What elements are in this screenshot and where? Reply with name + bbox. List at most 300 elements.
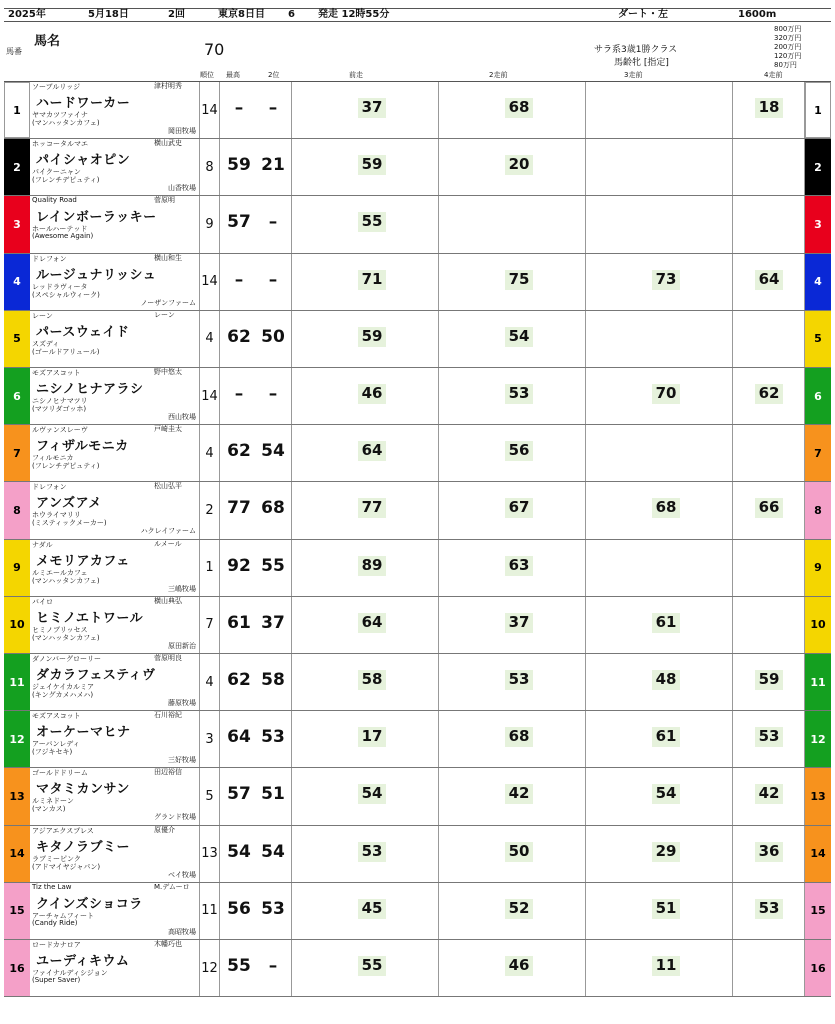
horse-number-right: 1 xyxy=(805,82,831,138)
dam: ファイナルディシジョン xyxy=(32,969,108,977)
prev-race-1 xyxy=(292,196,439,252)
prev4-label: 4走前 xyxy=(764,71,783,79)
dam: ホウライマリリ xyxy=(32,511,81,520)
horse-row xyxy=(4,768,831,825)
prev-race-3 xyxy=(586,768,733,824)
prev-race-1 xyxy=(292,940,439,996)
second-score: 21 xyxy=(261,155,285,176)
score-box xyxy=(220,482,292,538)
sire: ソーブルリッジ xyxy=(32,83,81,91)
rank: 3 xyxy=(200,711,220,767)
dam-sire: (Candy Ride) xyxy=(32,918,78,927)
prev3-score: 51 xyxy=(652,899,680,919)
prev-race-4 xyxy=(733,196,805,252)
dam-sire: (ゴールドアリュール) xyxy=(32,347,100,356)
horse-name[interactable]: ダカラフェスティヴ xyxy=(36,668,156,683)
horse-number-right: 16 xyxy=(805,940,831,996)
horse-name[interactable]: マタミカンサン xyxy=(36,782,130,798)
prev3-score xyxy=(652,212,680,232)
best-score: 62 xyxy=(227,441,251,462)
prev4-score xyxy=(755,327,783,347)
horse-info xyxy=(30,711,200,767)
dam-sire: (フレンチデピュティ) xyxy=(32,462,100,471)
prev1-score: 45 xyxy=(358,899,386,919)
prev3-score: 61 xyxy=(652,727,680,747)
horse-number: 13 xyxy=(4,768,30,824)
rank: 2 xyxy=(200,482,220,538)
horse-info xyxy=(30,254,200,310)
farm: 岡田牧場 xyxy=(168,127,196,135)
second-score: 68 xyxy=(261,498,285,519)
prev1-label: 前走 xyxy=(349,71,363,79)
best-score: 64 xyxy=(227,727,251,748)
second-score: – xyxy=(268,212,278,233)
second-score: 50 xyxy=(261,326,285,347)
jockey: 津村明秀 xyxy=(154,82,182,90)
sire: ナダル xyxy=(32,540,53,549)
dam: ヒミノブリッセス xyxy=(32,625,88,634)
prev4-score: 53 xyxy=(755,727,783,747)
rank: 12 xyxy=(200,940,220,996)
prev3-score: 68 xyxy=(652,498,680,518)
prev1-score: 64 xyxy=(358,441,386,461)
prev-race-2 xyxy=(439,711,586,767)
second-score: – xyxy=(268,269,278,290)
prev3-score xyxy=(652,441,680,461)
year: 2025年 xyxy=(8,9,46,20)
farm: 三嶋牧場 xyxy=(168,584,196,593)
farm: グランド牧場 xyxy=(154,813,196,822)
prev4-score: 18 xyxy=(755,98,783,118)
prev2-score: 20 xyxy=(505,155,533,175)
horse-number-right: 7 xyxy=(805,425,831,481)
prev-race-2 xyxy=(439,482,586,538)
prev-race-2 xyxy=(439,368,586,424)
prize-3: 200万円 xyxy=(774,43,802,51)
prev1-score: 54 xyxy=(358,784,386,804)
prev4-score xyxy=(755,613,783,633)
horse-number-right: 10 xyxy=(805,597,831,653)
prev-race-1 xyxy=(292,768,439,824)
horse-name[interactable]: ヒミノエトワール xyxy=(36,610,144,626)
jockey: 石川裕紀 xyxy=(154,711,182,720)
horse-number-right: 13 xyxy=(805,768,831,824)
rank: 8 xyxy=(200,139,220,195)
prev2-score: 53 xyxy=(505,670,533,690)
horse-name[interactable]: オーケーマヒナ xyxy=(36,725,131,741)
prev-race-1 xyxy=(292,311,439,367)
race-number: 6 xyxy=(288,9,295,20)
prev2-score: 75 xyxy=(505,270,533,290)
prev2-score: 68 xyxy=(505,98,533,118)
column-header xyxy=(4,22,831,82)
horse-name[interactable]: レインボーラッキー xyxy=(36,210,157,226)
sire: ドレフォン xyxy=(32,254,67,263)
farm: 高昭牧場 xyxy=(168,927,196,936)
prev-race-3 xyxy=(586,311,733,367)
prev-race-4 xyxy=(733,368,805,424)
horse-info xyxy=(30,826,200,882)
horse-number-right: 5 xyxy=(805,311,831,367)
horse-info xyxy=(30,768,200,824)
prev1-score: 17 xyxy=(358,727,386,747)
prev-race-2 xyxy=(439,82,586,138)
jockey: 横山武史 xyxy=(154,139,182,148)
score-box xyxy=(220,311,292,367)
horse-row xyxy=(4,883,831,940)
best-score: 54 xyxy=(227,841,251,862)
dam: ルミエールカフェ xyxy=(32,568,88,577)
horse-name[interactable]: クインズショコラ xyxy=(36,896,143,912)
horse-name[interactable]: アンズアメ xyxy=(36,496,102,512)
prev4-score: 42 xyxy=(755,784,783,804)
dam-sire: (マンハッタンカフェ) xyxy=(32,576,100,585)
prize-2: 320万円 xyxy=(774,34,802,42)
prev-race-2 xyxy=(439,826,586,882)
horse-number: 16 xyxy=(4,940,30,996)
horse-number-right: 6 xyxy=(805,368,831,424)
prev-race-3 xyxy=(586,425,733,481)
prev4-score: 64 xyxy=(755,270,783,290)
jockey: レーン xyxy=(154,310,175,319)
second-score: 53 xyxy=(261,727,285,748)
horse-row xyxy=(4,368,831,425)
prev-race-1 xyxy=(292,711,439,767)
score-box xyxy=(220,826,292,882)
sire: Tiz the Law xyxy=(32,882,72,891)
prev-race-4 xyxy=(733,311,805,367)
score-box xyxy=(220,711,292,767)
best-score: – xyxy=(234,98,244,118)
dam-sire: (Awesome Again) xyxy=(32,232,94,241)
distance: 1600m xyxy=(738,9,777,20)
horse-number-right: 12 xyxy=(805,711,831,767)
race-class: サラ系3歳1勝クラス xyxy=(594,45,678,55)
jockey: 戸崎圭太 xyxy=(154,425,182,434)
best-score: 57 xyxy=(227,784,251,805)
prev2-score: 46 xyxy=(505,956,533,976)
prev-race-3 xyxy=(586,883,733,939)
sire: バイロ xyxy=(32,597,53,606)
prev4-score: 36 xyxy=(755,842,783,862)
rank: 7 xyxy=(200,597,220,653)
prev-race-3 xyxy=(586,940,733,996)
prev2-score: 67 xyxy=(505,498,533,518)
dam: ヤマカツファイナ xyxy=(32,111,88,119)
horse-number-right: 4 xyxy=(805,254,831,310)
dam: ニシノヒナマツリ xyxy=(32,397,88,405)
second-label: 2位 xyxy=(268,71,280,79)
prev3-score: 48 xyxy=(652,670,680,690)
prev-race-2 xyxy=(439,940,586,996)
start-time: 発走 12時55分 xyxy=(318,9,390,20)
prev3-score: 11 xyxy=(652,956,680,976)
prev-race-4 xyxy=(733,883,805,939)
jockey: 田辺裕信 xyxy=(154,768,182,777)
horse-name[interactable]: キタノラブミー xyxy=(36,839,130,855)
prev-race-3 xyxy=(586,254,733,310)
farm: 西山牧場 xyxy=(168,413,196,421)
prev3-label: 3走前 xyxy=(624,71,643,79)
jockey: ルメール xyxy=(154,539,182,548)
horse-name[interactable]: メモリアカフェ xyxy=(36,553,130,569)
horse-info xyxy=(30,540,200,596)
horse-name[interactable]: パイシャオピン xyxy=(36,153,131,169)
rank: 4 xyxy=(200,425,220,481)
waku-label: 馬番 xyxy=(6,47,22,56)
prev1-score: 53 xyxy=(358,842,386,862)
jockey: 松山弘平 xyxy=(154,482,182,491)
horse-name[interactable]: ニシノヒナアラシ xyxy=(36,382,144,397)
horse-number: 6 xyxy=(4,368,30,424)
date: 5月18日 xyxy=(88,9,129,20)
farm: 三好牧場 xyxy=(168,756,196,765)
second-score: 54 xyxy=(261,441,285,462)
horse-number: 4 xyxy=(4,254,30,310)
prev-race-1 xyxy=(292,368,439,424)
best-score: 59 xyxy=(227,155,251,176)
horse-info xyxy=(30,368,200,424)
prev-race-3 xyxy=(586,82,733,138)
prev3-score: 73 xyxy=(652,270,680,290)
horse-row xyxy=(4,654,831,711)
rank: 4 xyxy=(200,654,220,710)
prev-race-4 xyxy=(733,826,805,882)
prev-race-4 xyxy=(733,654,805,710)
horse-number: 5 xyxy=(4,311,30,367)
dam: パイクーニャン xyxy=(32,168,81,177)
prev4-score: 62 xyxy=(755,384,783,404)
prev-race-2 xyxy=(439,597,586,653)
prev2-score: 37 xyxy=(505,613,533,633)
prize-4: 120万円 xyxy=(774,52,802,60)
prev-race-3 xyxy=(586,711,733,767)
second-score: 55 xyxy=(261,555,285,576)
prev1-score: 55 xyxy=(358,956,386,976)
horse-info xyxy=(30,654,200,710)
sire: アジアエクスプレス xyxy=(32,826,94,835)
dam: ラブミーピンク xyxy=(32,854,81,863)
best-label: 最高 xyxy=(226,71,240,79)
prev-race-2 xyxy=(439,768,586,824)
prev3-score xyxy=(652,556,680,576)
horse-name[interactable]: ハードワーカー xyxy=(36,96,131,111)
horse-number-right: 2 xyxy=(805,139,831,195)
sire: ホッコータルマエ xyxy=(32,140,88,149)
horse-name[interactable]: ユーディキウム xyxy=(36,954,130,969)
prev3-score: 70 xyxy=(652,384,680,404)
dam: レッドラヴィータ xyxy=(32,282,88,291)
course-type: ダート・左 xyxy=(618,9,668,20)
prev1-score: 46 xyxy=(358,384,386,404)
prev2-label: 2走前 xyxy=(489,71,508,79)
rank: 9 xyxy=(200,196,220,252)
horse-number: 14 xyxy=(4,826,30,882)
sire: ドレフォン xyxy=(32,483,67,492)
rank: 4 xyxy=(200,311,220,367)
prev3-score xyxy=(652,98,680,118)
prev-race-4 xyxy=(733,597,805,653)
horse-info xyxy=(30,311,200,367)
horse-number: 15 xyxy=(4,883,30,939)
best-score: 62 xyxy=(227,670,251,690)
round: 2回 xyxy=(168,9,185,20)
horse-number-right: 8 xyxy=(805,482,831,538)
prev4-score xyxy=(755,556,783,576)
prev2-score: 63 xyxy=(505,556,533,576)
sire: モズアスコット xyxy=(32,369,81,377)
sire: レーン xyxy=(32,311,53,320)
prev-race-4 xyxy=(733,82,805,138)
prev1-score: 59 xyxy=(358,155,386,175)
prev-race-1 xyxy=(292,82,439,138)
sire: モズアスコット xyxy=(32,712,81,721)
horse-number: 12 xyxy=(4,711,30,767)
prev-race-4 xyxy=(733,940,805,996)
rank: 11 xyxy=(200,883,220,939)
score-box xyxy=(220,368,292,424)
horse-name[interactable]: フィザルモニカ xyxy=(36,439,129,455)
farm: 山香牧場 xyxy=(168,184,196,193)
dam: ルミネドーン xyxy=(32,797,74,806)
prev-race-2 xyxy=(439,139,586,195)
best-score: 55 xyxy=(227,956,251,976)
prev3-score: 61 xyxy=(652,613,680,633)
dam-sire: (Super Saver) xyxy=(32,976,81,984)
prev2-score: 68 xyxy=(505,727,533,747)
prev2-score: 50 xyxy=(505,842,533,862)
prev-race-1 xyxy=(292,254,439,310)
horse-row xyxy=(4,940,831,997)
prev-race-3 xyxy=(586,196,733,252)
prev1-score: 89 xyxy=(358,556,386,576)
prev1-score: 77 xyxy=(358,498,386,518)
race-header xyxy=(4,8,831,22)
dam-sire: (ミスティックメーカー) xyxy=(32,519,107,528)
dam-sire: (キングカメハメハ) xyxy=(32,691,94,699)
horse-row xyxy=(4,196,831,253)
sire: ゴールドドリーム xyxy=(32,769,88,778)
name-label: 馬名 xyxy=(34,34,61,49)
best-score: 92 xyxy=(227,555,251,576)
jockey: 野中悠太 xyxy=(154,368,182,376)
prev-race-4 xyxy=(733,711,805,767)
rank: 1 xyxy=(200,540,220,596)
prev3-score xyxy=(652,155,680,175)
horse-row xyxy=(4,597,831,654)
prev1-score: 55 xyxy=(358,212,386,232)
jockey: 菅原明 xyxy=(154,196,175,205)
rank: 14 xyxy=(200,82,220,138)
prev-race-4 xyxy=(733,768,805,824)
dam-sire: (フジキセキ) xyxy=(32,748,73,757)
best-score: 61 xyxy=(227,612,251,633)
horse-info xyxy=(30,196,200,252)
dam-sire: (マツリダゴッホ) xyxy=(32,405,87,413)
prev1-score: 58 xyxy=(358,670,386,690)
score-box xyxy=(220,540,292,596)
prev4-score: 53 xyxy=(755,899,783,919)
horse-number-right: 15 xyxy=(805,883,831,939)
dam: ジェイケイカルミア xyxy=(32,683,95,691)
prev-race-4 xyxy=(733,139,805,195)
dam-sire: (スペシャルウィーク) xyxy=(32,290,100,299)
prev1-score: 71 xyxy=(358,270,386,290)
sire: ルヴァンスレーヴ xyxy=(32,426,88,435)
score-box xyxy=(220,139,292,195)
horse-number: 7 xyxy=(4,425,30,481)
horse-info xyxy=(30,425,200,481)
prev2-score: 53 xyxy=(505,384,533,404)
prize-1: 800万円 xyxy=(774,25,802,33)
prev4-score: 66 xyxy=(755,498,783,518)
horse-row xyxy=(4,139,831,196)
best-score: 57 xyxy=(227,212,251,233)
dam: アーバンレディ xyxy=(32,740,80,749)
horse-row xyxy=(4,826,831,883)
prev-race-3 xyxy=(586,540,733,596)
farm: 原田新治 xyxy=(168,641,196,650)
horse-row xyxy=(4,711,831,768)
horse-info xyxy=(30,883,200,939)
prev-race-3 xyxy=(586,597,733,653)
best-score: 77 xyxy=(227,498,251,519)
prev-race-3 xyxy=(586,826,733,882)
second-score: 54 xyxy=(261,841,285,862)
prev-race-3 xyxy=(586,482,733,538)
dam-sire: (フレンチデピュティ) xyxy=(32,176,100,185)
horse-info xyxy=(30,482,200,538)
prev3-score xyxy=(652,327,680,347)
prev-race-2 xyxy=(439,254,586,310)
horse-name[interactable]: パースウェイド xyxy=(36,324,130,340)
score-box xyxy=(220,254,292,310)
prev-race-2 xyxy=(439,883,586,939)
dam: ホールハーテッド xyxy=(32,225,88,234)
best-score: 62 xyxy=(227,326,251,347)
second-score: 53 xyxy=(261,898,285,919)
prev2-score: 54 xyxy=(505,327,533,347)
prev-race-1 xyxy=(292,826,439,882)
horse-row xyxy=(4,425,831,482)
prev-race-2 xyxy=(439,196,586,252)
score-box xyxy=(220,82,292,138)
horse-info xyxy=(30,940,200,996)
dam-sire: (アドマイヤジャパン) xyxy=(32,862,101,871)
second-score: 58 xyxy=(261,670,285,690)
prev-race-1 xyxy=(292,654,439,710)
prev3-score: 29 xyxy=(652,842,680,862)
horse-number-right: 9 xyxy=(805,540,831,596)
horse-name[interactable]: ルージュナリッシュ xyxy=(36,267,157,283)
prev-race-1 xyxy=(292,540,439,596)
rank-label: 順位 xyxy=(200,71,214,79)
race-condition: 馬齢牝 [指定] xyxy=(614,58,669,68)
dam-sire: (マンハッタンカフェ) xyxy=(32,119,100,127)
prev4-score xyxy=(755,212,783,232)
farm: ベイ牧場 xyxy=(168,870,196,879)
horse-info xyxy=(30,597,200,653)
jockey: 横山和生 xyxy=(154,253,182,262)
horse-number: 2 xyxy=(4,139,30,195)
jockey: 菅原明良 xyxy=(154,654,182,662)
best-score: – xyxy=(234,269,244,290)
prev-race-4 xyxy=(733,540,805,596)
horse-number: 3 xyxy=(4,196,30,252)
prev-race-1 xyxy=(292,482,439,538)
second-score: 51 xyxy=(261,784,285,805)
prev-race-4 xyxy=(733,482,805,538)
